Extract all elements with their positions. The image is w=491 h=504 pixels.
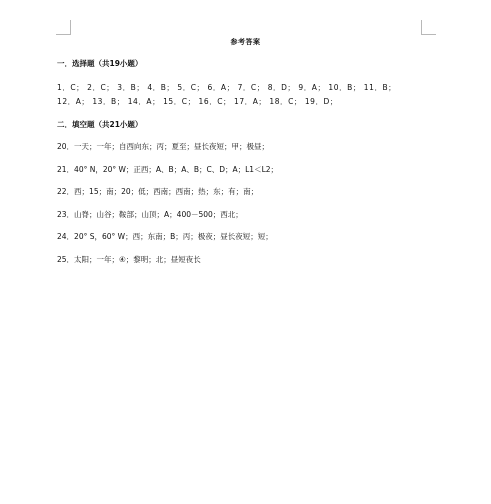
choice-answers-line-2: 12．A； 13．B； 14．A； 15．C； 16．C； 17．A； 18．C； 19．D； — [57, 97, 338, 106]
answer-line-24: 24．20° S，60° W；西；东南；B；丙；极夜；昼长夜短；短； — [57, 232, 273, 241]
choice-answers-line-1: 1．C； 2．C； 3．B； 4．B； 5．C； 6．A； 7．C； 8．D； 9．A； 10．B； 11．B； — [57, 83, 397, 92]
answer-line-20: 20．一天；一年；自西向东；丙；夏至；昼长夜短；甲；极昼； — [57, 142, 270, 151]
crop-mark-top-left — [56, 20, 71, 35]
answer-line-23: 23．山脊；山谷；鞍部；山顶；A；400－500；西北； — [57, 210, 243, 219]
section-heading-fill: 二．填空题（共21小题） — [57, 120, 143, 129]
answer-line-21: 21．40° N，20° W；正西；A、B；A、B；C、D；A；L1＜L2； — [57, 165, 279, 174]
section-heading-choice: 一．选择题（共19小题） — [57, 59, 143, 68]
page-title: 参考答案 — [230, 38, 261, 46]
answer-line-25: 25．太阳；一年；④；黎明；北；昼短夜长 — [57, 255, 201, 264]
crop-mark-top-right — [421, 20, 436, 35]
answer-line-22: 22．西；15；南；20；低；西南；西南；热；东；有；南； — [57, 187, 259, 196]
